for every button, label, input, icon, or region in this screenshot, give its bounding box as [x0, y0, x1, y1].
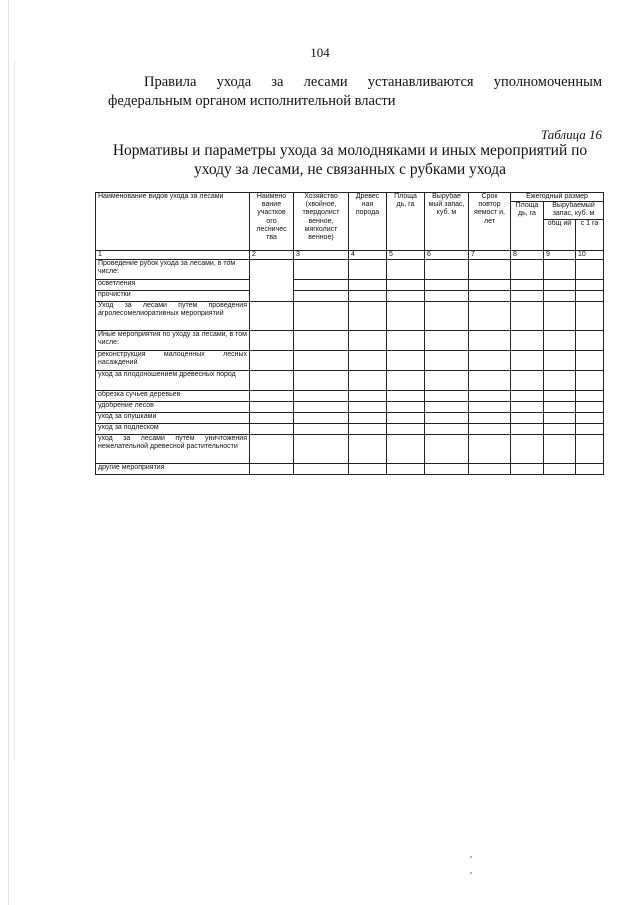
column-number: 7	[469, 250, 511, 259]
empty-cell	[425, 390, 469, 401]
empty-cell	[469, 412, 511, 423]
empty-cell	[349, 259, 387, 279]
empty-cell	[576, 290, 604, 301]
empty-cell	[544, 259, 576, 279]
empty-cell	[425, 330, 469, 350]
header-cell: Срок повтор яемост и, лет	[469, 193, 511, 251]
column-number: 2	[250, 250, 294, 259]
empty-cell	[544, 330, 576, 350]
empty-cell	[576, 423, 604, 434]
empty-cell	[511, 434, 544, 463]
empty-cell	[349, 423, 387, 434]
empty-cell	[544, 423, 576, 434]
page-number: 104	[310, 45, 330, 60]
scan-speck	[470, 856, 472, 858]
empty-cell	[250, 434, 294, 463]
column-number: 4	[349, 250, 387, 259]
empty-cell	[294, 290, 349, 301]
empty-cell	[511, 290, 544, 301]
empty-cell	[469, 279, 511, 290]
column-number: 6	[425, 250, 469, 259]
empty-cell	[387, 423, 425, 434]
empty-cell	[250, 390, 294, 401]
empty-cell	[544, 370, 576, 390]
row-label: уход за подлеском	[96, 423, 250, 434]
empty-cell	[387, 330, 425, 350]
row-label: уход за опушками	[96, 412, 250, 423]
empty-cell	[544, 290, 576, 301]
empty-cell	[544, 463, 576, 474]
empty-cell	[250, 401, 294, 412]
column-number: 3	[294, 250, 349, 259]
column-number: 8	[511, 250, 544, 259]
empty-cell	[425, 423, 469, 434]
empty-cell	[544, 279, 576, 290]
row-label: уход за плодоношением древесных пород	[96, 370, 250, 390]
empty-cell	[576, 330, 604, 350]
empty-cell	[387, 370, 425, 390]
empty-cell	[469, 401, 511, 412]
empty-cell	[469, 350, 511, 370]
row-label: другие мероприятия	[96, 463, 250, 474]
empty-cell	[250, 350, 294, 370]
header-cell: Ежегодный размер	[511, 193, 604, 202]
empty-cell	[294, 370, 349, 390]
empty-cell	[349, 434, 387, 463]
empty-cell	[425, 412, 469, 423]
header-cell: Вырубаемый запас, куб. м	[544, 202, 604, 219]
empty-cell	[294, 259, 349, 279]
empty-cell	[250, 423, 294, 434]
row-label: обрезка сучьев деревьев	[96, 390, 250, 401]
empty-cell	[576, 279, 604, 290]
empty-cell	[294, 390, 349, 401]
row-label: удобрение лесов	[96, 401, 250, 412]
header-cell: Хозяйство (хвойное, твердолист венное, мягколист венное)	[294, 193, 349, 251]
empty-cell	[425, 259, 469, 279]
empty-cell	[349, 290, 387, 301]
empty-cell	[511, 423, 544, 434]
empty-cell	[576, 434, 604, 463]
row-label: Проведение рубок ухода за лесами, в том числе:	[96, 259, 250, 279]
empty-cell	[511, 401, 544, 412]
empty-cell	[349, 390, 387, 401]
empty-cell	[511, 301, 544, 330]
empty-cell	[425, 463, 469, 474]
empty-cell	[544, 350, 576, 370]
empty-cell	[250, 370, 294, 390]
empty-cell	[576, 370, 604, 390]
empty-cell	[294, 463, 349, 474]
intro-line: федеральным органом исполнительной власти	[108, 93, 396, 109]
empty-cell	[387, 279, 425, 290]
column-number: 9	[544, 250, 576, 259]
header-cell: общ ий	[544, 219, 576, 250]
empty-cell	[349, 350, 387, 370]
empty-cell	[294, 330, 349, 350]
row-label: осветления	[96, 279, 250, 290]
row-label: реконструкция малоценных лесных насаждений	[96, 350, 250, 370]
norms-table	[95, 192, 604, 475]
empty-cell	[544, 434, 576, 463]
table-heading	[95, 141, 605, 179]
empty-cell	[250, 259, 294, 301]
row-label: Уход за лесами путем проведения агролесомелиоративных мероприятий	[96, 301, 250, 330]
empty-cell	[294, 423, 349, 434]
empty-cell	[511, 390, 544, 401]
empty-cell	[387, 412, 425, 423]
empty-cell	[294, 350, 349, 370]
empty-cell	[387, 434, 425, 463]
empty-cell	[250, 330, 294, 350]
empty-cell	[349, 330, 387, 350]
empty-cell	[469, 290, 511, 301]
header-cell: Площа дь, га	[387, 193, 425, 251]
empty-cell	[576, 463, 604, 474]
column-number: 10	[576, 250, 604, 259]
column-number: 1	[96, 250, 250, 259]
empty-cell	[576, 401, 604, 412]
empty-cell	[349, 401, 387, 412]
scan-margin-line	[8, 0, 9, 905]
empty-cell	[576, 350, 604, 370]
empty-cell	[511, 259, 544, 279]
row-label: прочистки	[96, 290, 250, 301]
empty-cell	[469, 301, 511, 330]
empty-cell	[349, 301, 387, 330]
empty-cell	[349, 279, 387, 290]
empty-cell	[469, 370, 511, 390]
scan-margin-line	[14, 60, 15, 760]
empty-cell	[294, 301, 349, 330]
empty-cell	[425, 350, 469, 370]
empty-cell	[387, 350, 425, 370]
empty-cell	[349, 370, 387, 390]
empty-cell	[425, 279, 469, 290]
empty-cell	[544, 401, 576, 412]
empty-cell	[387, 463, 425, 474]
empty-cell	[576, 412, 604, 423]
row-label: Иные мероприятия по уходу за лесами, в том числе:	[96, 330, 250, 350]
heading-line: Нормативы и параметры ухода за молодняками и иных мероприятий по	[112, 142, 588, 159]
scan-speck	[470, 872, 472, 874]
empty-cell	[349, 412, 387, 423]
empty-cell	[250, 301, 294, 330]
empty-cell	[544, 412, 576, 423]
row-label: уход за лесами путем уничтожения нежелательной древесной растительности	[96, 434, 250, 463]
empty-cell	[469, 434, 511, 463]
empty-cell	[425, 370, 469, 390]
empty-cell	[511, 350, 544, 370]
header-cell: Наименование видов ухода за лесами	[96, 193, 250, 251]
empty-cell	[576, 259, 604, 279]
table-label: Таблица 16	[540, 127, 602, 142]
empty-cell	[294, 412, 349, 423]
empty-cell	[387, 390, 425, 401]
empty-cell	[576, 390, 604, 401]
empty-cell	[469, 259, 511, 279]
header-cell: Вырубае мый запас, куб. м	[425, 193, 469, 251]
header-cell: Наимено вание участков ого лесничес тва	[250, 193, 294, 251]
empty-cell	[576, 301, 604, 330]
empty-cell	[387, 301, 425, 330]
empty-cell	[387, 259, 425, 279]
intro-line: Правила ухода за лесами устанавливаются уполномоченным	[144, 74, 602, 90]
empty-cell	[250, 412, 294, 423]
empty-cell	[425, 401, 469, 412]
column-number: 5	[387, 250, 425, 259]
empty-cell	[250, 463, 294, 474]
empty-cell	[387, 290, 425, 301]
empty-cell	[425, 301, 469, 330]
empty-cell	[511, 412, 544, 423]
header-cell: Древес ная порода	[349, 193, 387, 251]
header-cell: с 1 га	[576, 219, 604, 250]
empty-cell	[511, 330, 544, 350]
empty-cell	[511, 279, 544, 290]
empty-cell	[469, 463, 511, 474]
empty-cell	[544, 301, 576, 330]
empty-cell	[294, 434, 349, 463]
empty-cell	[511, 370, 544, 390]
empty-cell	[469, 423, 511, 434]
empty-cell	[544, 390, 576, 401]
heading-line: уходу за лесами, не связанных с рубками ухода	[193, 161, 507, 178]
empty-cell	[469, 390, 511, 401]
empty-cell	[511, 463, 544, 474]
intro-paragraph	[108, 73, 602, 111]
empty-cell	[349, 463, 387, 474]
empty-cell	[294, 279, 349, 290]
header-cell: Площа дь, га	[511, 202, 544, 250]
empty-cell	[425, 290, 469, 301]
empty-cell	[294, 401, 349, 412]
empty-cell	[469, 330, 511, 350]
empty-cell	[387, 401, 425, 412]
empty-cell	[425, 434, 469, 463]
